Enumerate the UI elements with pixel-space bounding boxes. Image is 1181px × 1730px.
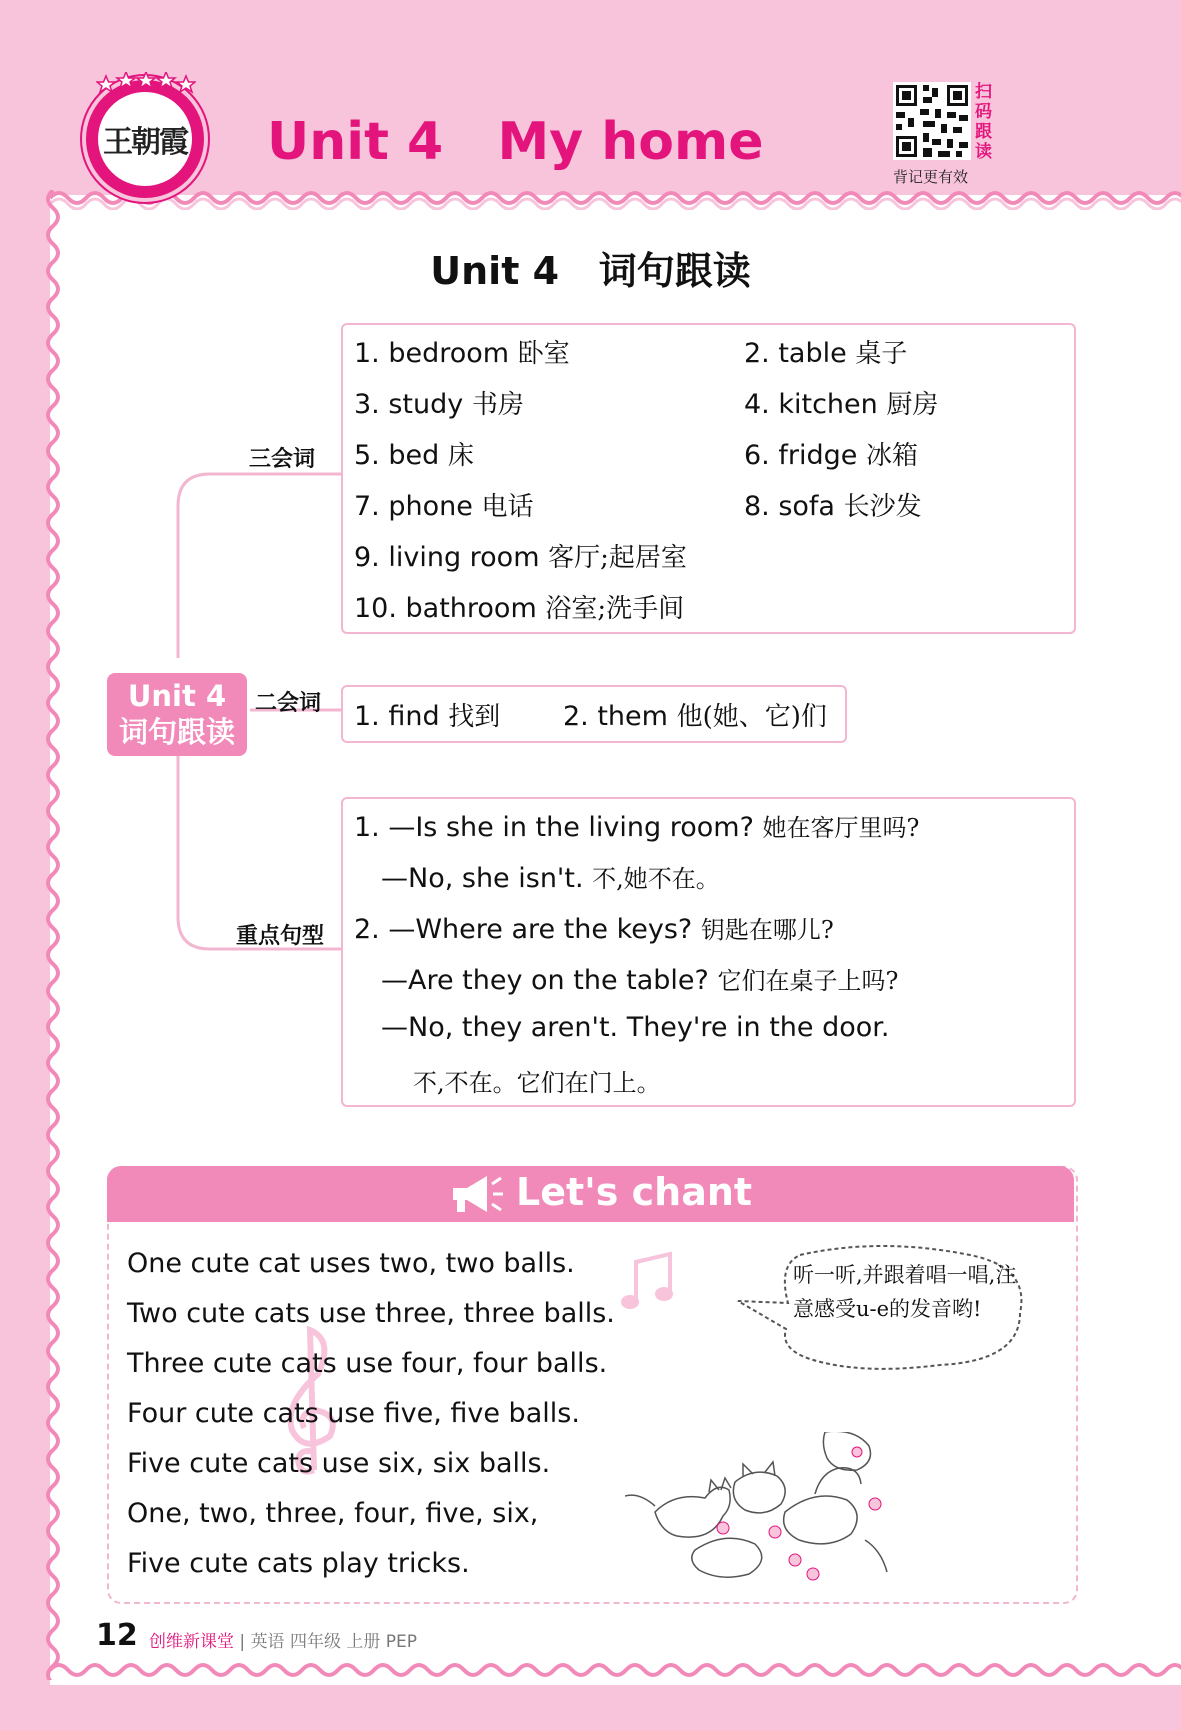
qr-code-icon[interactable] bbox=[893, 82, 971, 160]
center-line-2: 词句跟读 bbox=[118, 715, 235, 749]
vocab-box bbox=[341, 323, 1076, 634]
megaphone-icon bbox=[445, 1172, 505, 1218]
vocab-item: 7. phone 电话 bbox=[354, 491, 534, 522]
chant-line: Five cute cats play tricks. bbox=[127, 1548, 470, 1579]
vocab-item: 9. living room 客厅;起居室 bbox=[354, 542, 687, 573]
chant-line: Two cute cats use three, three balls. bbox=[127, 1298, 615, 1329]
qr-caption: 背记更有效 bbox=[893, 168, 969, 186]
word-item: 2. them 他(她、它)们 bbox=[563, 701, 827, 732]
vocab-item: 6. fridge 冰箱 bbox=[744, 440, 918, 471]
vocab-item: 1. bedroom 卧室 bbox=[354, 338, 570, 369]
words-two-box bbox=[341, 685, 847, 743]
branch-label-key-sentences: 重点句型 bbox=[236, 924, 325, 949]
logo-text: 王朝霞 bbox=[103, 125, 187, 160]
qr-side-label: 扫码跟读 bbox=[975, 82, 992, 162]
sentence-line: 不,不在。它们在门上。 bbox=[413, 1069, 661, 1097]
vocab-item: 3. study 书房 bbox=[354, 389, 524, 420]
mindmap-center-node bbox=[107, 673, 247, 756]
chant-line: Four cute cats use five, five balls. bbox=[127, 1398, 580, 1429]
sentence-line: —No, they aren't. They're in the door. bbox=[381, 1012, 890, 1043]
top-wave-border bbox=[50, 186, 1181, 210]
bubble-text: 听一听,并跟着唱一唱,注意感受u-e的发音哟! bbox=[793, 1263, 1017, 1321]
series-name: 创维新课堂 bbox=[149, 1632, 234, 1652]
key-sentences-box bbox=[341, 797, 1076, 1107]
vocab-item: 2. table 桌子 bbox=[744, 338, 908, 369]
chant-title: Let's chant bbox=[516, 1170, 753, 1214]
unit-title: Unit 4 My home bbox=[267, 112, 764, 172]
left-wave-border bbox=[40, 190, 66, 1680]
sentence-line: —No, she isn't. 不,她不在。 bbox=[381, 863, 720, 894]
logo-stars-icon bbox=[96, 72, 196, 98]
word-item: 1. find 找到 bbox=[354, 701, 501, 732]
center-line-1: Unit 4 bbox=[127, 679, 227, 713]
bottom-wave-border bbox=[50, 1660, 1181, 1684]
section-title: Unit 4 词句跟读 bbox=[430, 249, 751, 293]
vocab-item: 4. kitchen 厨房 bbox=[744, 389, 939, 420]
footer-info: 创维新课堂 | 英语 四年级 上册 PEP bbox=[149, 1632, 418, 1652]
chant-line: Three cute cats use four, four balls. bbox=[127, 1348, 608, 1379]
sentence-line: 1. —Is she in the living room? 她在客厅里吗? bbox=[354, 812, 920, 843]
page-number: 12 bbox=[96, 1618, 138, 1653]
sentence-line: —Are they on the table? 它们在桌子上吗? bbox=[381, 965, 899, 996]
sentence-line: 2. —Where are the keys? 钥匙在哪儿? bbox=[354, 914, 834, 945]
vocab-item: 5. bed 床 bbox=[354, 440, 474, 471]
vocab-item: 10. bathroom 浴室;洗手间 bbox=[354, 593, 685, 624]
chant-box bbox=[107, 1166, 1078, 1604]
branch-label-three: 三会词 bbox=[249, 447, 316, 472]
chant-line: Five cute cats use six, six balls. bbox=[127, 1448, 551, 1479]
vocab-item: 8. sofa 长沙发 bbox=[744, 491, 922, 522]
chant-line: One, two, three, four, five, six, bbox=[127, 1498, 539, 1529]
music-note-icon bbox=[620, 1250, 680, 1314]
book-details: 英语 四年级 上册 PEP bbox=[250, 1632, 418, 1652]
branch-label-two: 二会词 bbox=[255, 691, 322, 716]
cats-playing-illustration bbox=[625, 1432, 895, 1582]
chant-line: One cute cat uses two, two balls. bbox=[127, 1248, 575, 1279]
